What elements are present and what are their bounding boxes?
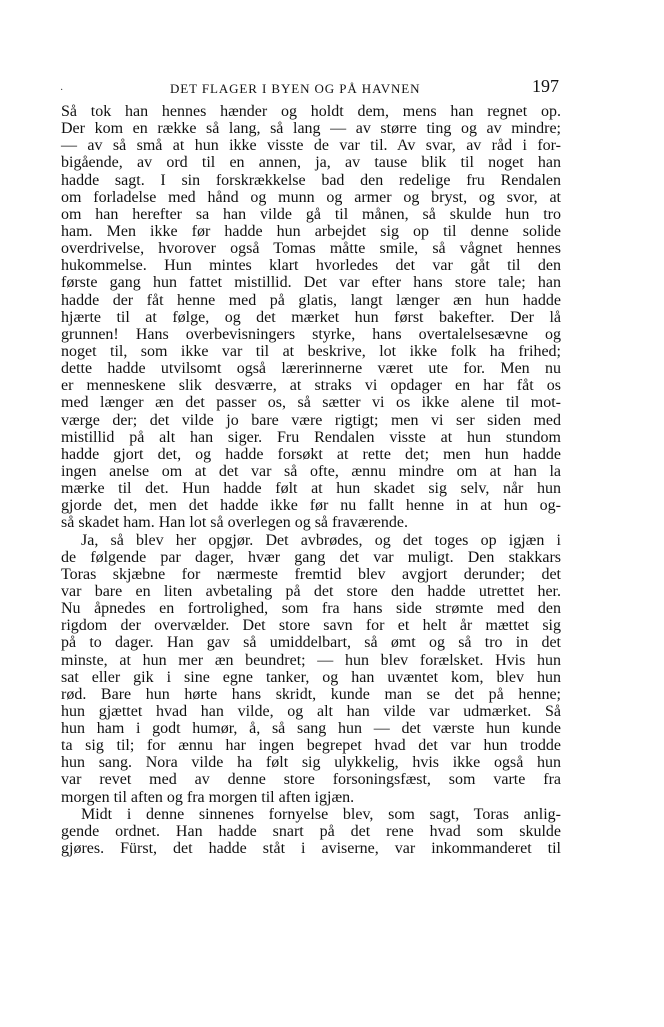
margin-mark: ·: [60, 85, 64, 96]
text-line: hukommelse. Hun mintes klart hvorledes det var gåt til den: [61, 257, 561, 275]
text-line: hun sang. Nora vilde ha følt sig ulykkelig, hvis ikke også hun: [61, 754, 561, 772]
text-line: gende ordnet. Han hadde snart på det rene hvad som skulde: [61, 822, 561, 840]
text-line: så skadet ham. Han lot så overlegen og så fraværende.: [61, 514, 408, 532]
text-line: Midt i denne sinnenes fornyelse blev, som sagt, Toras anlig-: [81, 805, 561, 823]
text-line: bigående, av ord til en annen, ja, av tause blik til noget han: [61, 154, 561, 172]
text-line: hadde gjort det, og hadde forsøkt at rette det; men hun hadde: [61, 445, 561, 463]
text-line: hun gjættet hvad han vilde, og alt han vilde var udmærket. Så: [61, 702, 561, 720]
text-line: gjorde det, men det hadde ikke før nu fallt henne in at hun og-: [61, 497, 561, 515]
text-line: er menneskene slik desværre, at straks vi opdager en har fåt os: [61, 377, 561, 395]
text-line: på to dager. Han gav så umiddelbart, så ømt og så tro in det: [61, 634, 561, 652]
text-line: værge der; det vilde jo bare være rigtigt; men vi ser siden med: [61, 411, 561, 429]
text-line: hadde der fåt henne med på glatis, langt længer æn hun hadde: [61, 291, 561, 309]
text-line: noget til, som ikke var til at beskrive, lot ikke folk ha frihed;: [61, 342, 561, 360]
text-line: Nu åpnedes en fortrolighed, som fra hans side strømte med den: [61, 600, 561, 618]
text-line: med længer æn det passer os, så sætter vi os ikke alene til mot-: [61, 394, 561, 412]
text-line: rigdom der overvælder. Det store savn for et helt år mættet sig: [61, 617, 561, 635]
text-line: de følgende par dager, hvær gang det var muligt. Den stakkars: [61, 548, 561, 566]
text-line: Toras skjæbne for nærmeste fremtid blev avgjort derunder; det: [61, 565, 561, 583]
text-line: overdrivelse, hvorover også Tomas måtte smile, så vågnet hennes: [61, 240, 561, 258]
text-line: mistillid på alt han siger. Fru Rendalen visste at hun stundom: [61, 428, 561, 446]
text-line: dette hadde utvilsomt også lærerinnerne været ute for. Men nu: [61, 360, 561, 378]
page-number: 197: [532, 76, 559, 96]
text-line: morgen til aften og fra morgen til aften igjæn.: [61, 788, 355, 806]
text-line: var bare en liten avbetaling på det store den hadde utrettet her.: [61, 582, 561, 600]
text-line: sat eller gik i sine egne tanker, og han uvæntet kom, blev hun: [61, 668, 561, 686]
body-text: [61, 103, 561, 857]
running-head: [60, 76, 560, 100]
text-line: var revet med av denne store forsoningsfæst, som varte fra: [61, 771, 561, 789]
text-line: hjærte til at følge, og det mærket hun først bakefter. Der lå: [61, 308, 561, 326]
text-line: Så tok han hennes hænder og holdt dem, mens han regnet op.: [61, 103, 561, 120]
text-line: minste, at hun mer æn beundret; — hun blev forælsket. Hvis hun: [61, 651, 561, 669]
text-line: ham. Men ikke før hadde hun arbejdet sig op til denne solide: [61, 222, 561, 240]
text-line: Ja, så blev her opgjør. Det avbrødes, og det toges op igjæn i: [81, 531, 561, 549]
text-line: om forladelse med hånd og munn og armer og bryst, og svor, at: [61, 188, 561, 206]
text-line: rød. Bare hun hørte hans skridt, kunde man se det på henne;: [61, 685, 561, 703]
text-line: ta sig til; for ænnu har ingen begrepet hvad det var hun trodde: [61, 737, 561, 755]
text-line: Der kom en række så lang, så lang — av større ting og av mindre;: [61, 120, 561, 138]
text-line: hadde sagt. I sin forskrækkelse bad den redelige fru Rendalen: [61, 171, 561, 189]
text-line: om han herefter sa han vilde gå til månen, så skulde hun tro: [61, 205, 561, 223]
text-line: grunnen! Hans overbevisningers styrke, hans overtalelsesævne og: [61, 325, 561, 343]
text-line: hun ham i godt humør, å, så sang hun — det værste hun kunde: [61, 720, 561, 738]
text-line: mærke til det. Hun hadde følt at hun skadet sig selv, når hun: [61, 480, 561, 498]
text-line: gjøres. Fürst, det hadde ståt i aviserne, var inkommanderet til: [61, 840, 561, 858]
text-line: — av så små at hun ikke visste de var til. Av svar, av råd i for-: [61, 137, 561, 155]
text-line: ingen anelse om at det var så ofte, ænnu mindre om at han la: [61, 462, 561, 480]
running-title: DET FLAGER I BYEN OG PÅ HAVNEN: [170, 81, 421, 96]
text-line: første gang hun fattet mistillid. Det var efter hans store tale; han: [61, 274, 561, 292]
